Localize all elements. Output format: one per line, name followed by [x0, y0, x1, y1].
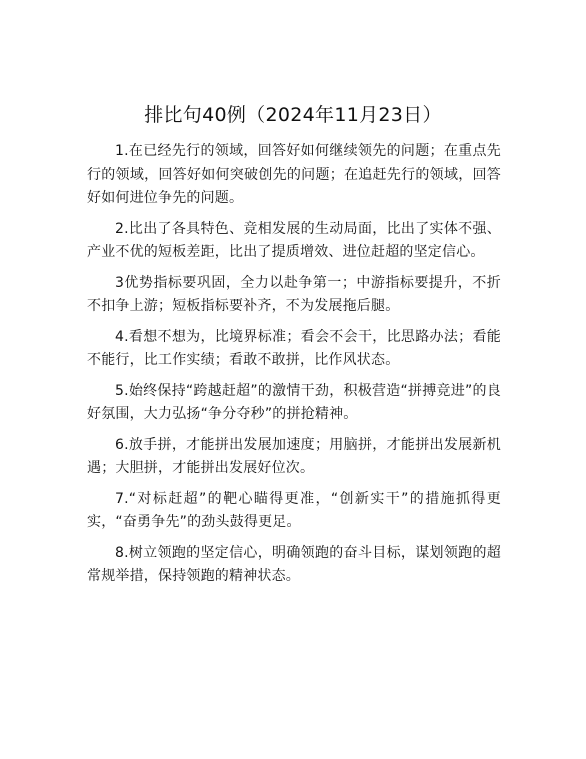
document-body — [87, 140, 501, 596]
paragraph-7: 7.“对标赶超”的靶心瞄得更准，“创新实干”的措施抓得更实，“奋勇争先”的劲头鼓得更足。 — [87, 490, 501, 530]
paragraph-1: 1.在已经先行的领域，回答好如何继续领先的问题；在重点先行的领域，回答好如何突破创先的问题；在追赶先行的领域，回答好如何进位争先的问题。 — [87, 143, 501, 206]
paragraph-2: 2.比出了各具特色、竞相发展的生动局面，比出了实体不强、产业不优的短板差距，比出了提质增效、进位赶超的坚定信心。 — [87, 220, 501, 260]
paragraph-6: 6.放手拼，才能拼出发展加速度；用脑拼，才能拼出发展新机遇；大胆拼，才能拼出发展好位次。 — [87, 436, 501, 476]
paragraph-4: 4.看想不想为，比境界标准；看会不会干，比思路办法；看能不能行，比工作实绩；看敢不敢拼，比作风状态。 — [87, 328, 501, 368]
paragraph-8: 8.树立领跑的坚定信心，明确领跑的奋斗目标，谋划领跑的超常规举措，保持领跑的精神状态。 — [87, 544, 501, 584]
document-title: 排比句40例（2024年11月23日） — [144, 104, 442, 126]
paragraph-5: 5.始终保持“跨越赶超”的激情干劲，积极营造“拼搏竞进”的良好氛围，大力弘扬“争分夺秒”的拼抢精神。 — [87, 382, 501, 422]
paragraph-3: 3优势指标要巩固，全力以赴争第一；中游指标要提升，不折不扣争上游；短板指标要补齐，不为发展拖后腿。 — [87, 274, 501, 314]
